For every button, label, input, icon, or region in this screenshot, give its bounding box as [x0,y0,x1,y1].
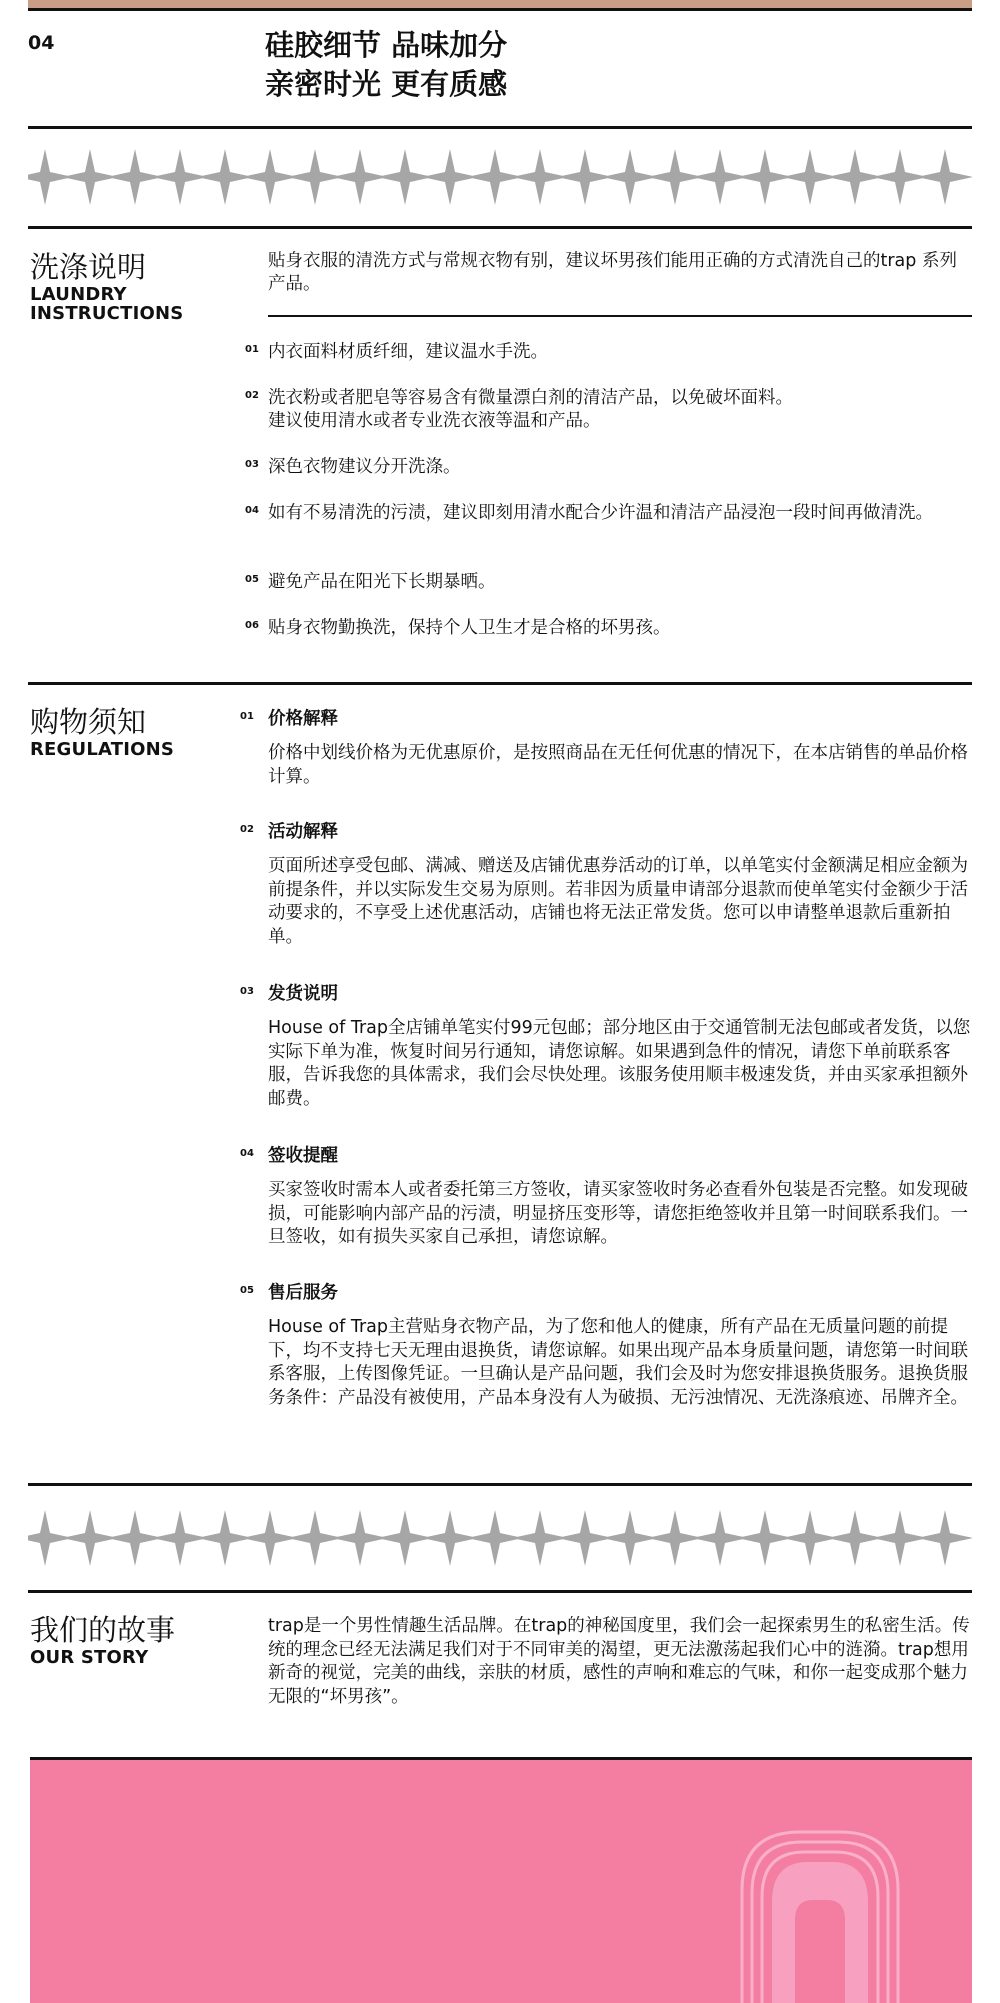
regulation-body: 价格中划线价格为无优惠原价，是按照商品在无任何优惠的情况下，在本店销售的单品价格计算。 [268,743,968,787]
regulation-item [240,1144,975,1250]
laundry-item [245,617,975,640]
divider [28,1483,972,1486]
section-number: 04 [28,32,55,54]
regulation-heading: 发货说明 [268,984,338,1004]
laundry-intro: 贴身衣服的清洗方式与常规衣物有别，建议坏男孩们能用正确的方式清洗自己的trap 系列产品。 [268,251,957,294]
item-text-line-2: 建议使用清水或者专业洗衣液等温和产品。 [268,411,601,431]
item-number: 06 [245,620,259,631]
regulation-item [240,820,975,949]
item-number: 01 [240,711,254,722]
laundry-title-cn: 洗涤说明 [30,250,147,284]
laundry-item [245,456,975,479]
item-text: 深色衣物建议分开洗涤。 [268,457,461,477]
item-number: 03 [245,459,259,470]
regulations-title-cn: 购物须知 [30,705,147,739]
divider [28,226,972,229]
regulation-heading: 售后服务 [268,1283,338,1303]
star-pattern-icon [28,147,972,207]
top-divider [28,8,972,11]
divider [28,126,972,129]
regulation-heading: 活动解释 [268,822,338,842]
regulation-body: 买家签收时需本人或者委托第三方签收，请买家签收时务必查看外包装是否完整。如发现破损，可能影响内部产品的污渍，明显挤压变形等，请您拒绝签收并且第一时间联系我们。一旦签收，如有损失买家自己承担，请您谅解。 [268,1180,968,1247]
headline [265,26,507,104]
item-number: 04 [245,505,259,516]
item-number: 05 [245,574,259,585]
divider [28,1590,972,1593]
item-number: 02 [245,390,259,401]
item-number: 03 [240,986,254,997]
item-text: 洗衣粉或者肥皂等容易含有微量漂白剂的清洁产品，以免破坏面料。 [268,388,793,408]
pink-product-image [30,1757,972,2003]
laundry-title-en-1: LAUNDRY [30,284,127,305]
item-number: 01 [245,344,259,355]
story-title-cn: 我们的故事 [30,1613,176,1647]
regulation-item [240,707,975,789]
regulation-heading: 签收提醒 [268,1146,338,1166]
item-text: 避免产品在阳光下长期暴晒。 [268,572,496,592]
star-band-bottom [28,1508,972,1568]
item-number: 02 [240,824,254,835]
divider [28,682,972,685]
headline-line-2: 亲密时光 更有质感 [265,67,508,101]
item-text: 贴身衣物勤换洗，保持个人卫生才是合格的坏男孩。 [268,618,671,638]
laundry-item [245,571,975,594]
laundry-item [245,387,975,433]
regulation-item [240,982,975,1111]
item-number: 04 [240,1148,254,1159]
regulation-body: House of Trap全店铺单笔实付99元包邮；部分地区由于交通管制无法包邮或者发货，以您实际下单为准，恢复时间另行通知，请您谅解。如果遇到急件的情况，请您下单前联系客服，告诉我您的具体需求，我们会尽快处理。该服务使用顺丰极速发货，并由买家承担额外邮费。 [268,1018,971,1109]
story-title-en: OUR STORY [30,1647,149,1668]
headline-line-1: 硅胶细节 品味加分 [265,28,508,62]
laundry-intro-divider [268,315,972,317]
regulations-title-en: REGULATIONS [30,739,175,760]
regulation-body: House of Trap主营贴身衣物产品，为了您和他人的健康，所有产品在无质量问题的前提下，均不支持七天无理由退换货，请您谅解。如果出现产品本身质量问题，请您第一时间联系客服，上传图像凭证。一旦确认是产品问题，我们会及时为您安排退换货服务。退换货服务条件：产品没有被使用，产品本身没有人为破损、无污浊情况、无洗涤痕迹、吊牌齐全。 [268,1317,968,1408]
item-text: 内衣面料材质纤细，建议温水手洗。 [268,342,548,362]
laundry-item [245,502,975,525]
regulation-body: 页面所述享受包邮、满减、赠送及店铺优惠券活动的订单，以单笔实付金额满足相应金额为前提条件，并以实际发生交易为原则。若非因为质量申请部分退款而使单笔实付金额少于活动要求的，不享受上述优惠活动，店铺也将无法正常发货。您可以申请整单退款后重新拍单。 [268,856,968,947]
pink-blob-illustration [30,1760,972,2003]
star-pattern-icon [28,1508,972,1568]
laundry-title-en-2: INSTRUCTIONS [30,303,184,324]
story-body: trap是一个男性情趣生活品牌。在trap的神秘国度里，我们会一起探索男生的私密生活。传统的理念已经无法满足我们对于不同审美的渴望，更无法激荡起我们心中的涟漪。trap想用新奇的视觉，完美的曲线，亲肤的材质，感性的声响和难忘的气味，和你一起变成那个魅力无限的“坏男孩”。 [268,1616,970,1707]
top-image-strip [28,0,972,8]
star-band-top [28,147,972,207]
item-text: 如有不易清洗的污渍，建议即刻用清水配合少许温和清洁产品浸泡一段时间再做清洗。 [268,503,933,523]
item-number: 05 [240,1285,254,1296]
regulation-item [240,1281,975,1410]
regulation-heading: 价格解释 [268,709,338,729]
laundry-item [245,341,975,364]
